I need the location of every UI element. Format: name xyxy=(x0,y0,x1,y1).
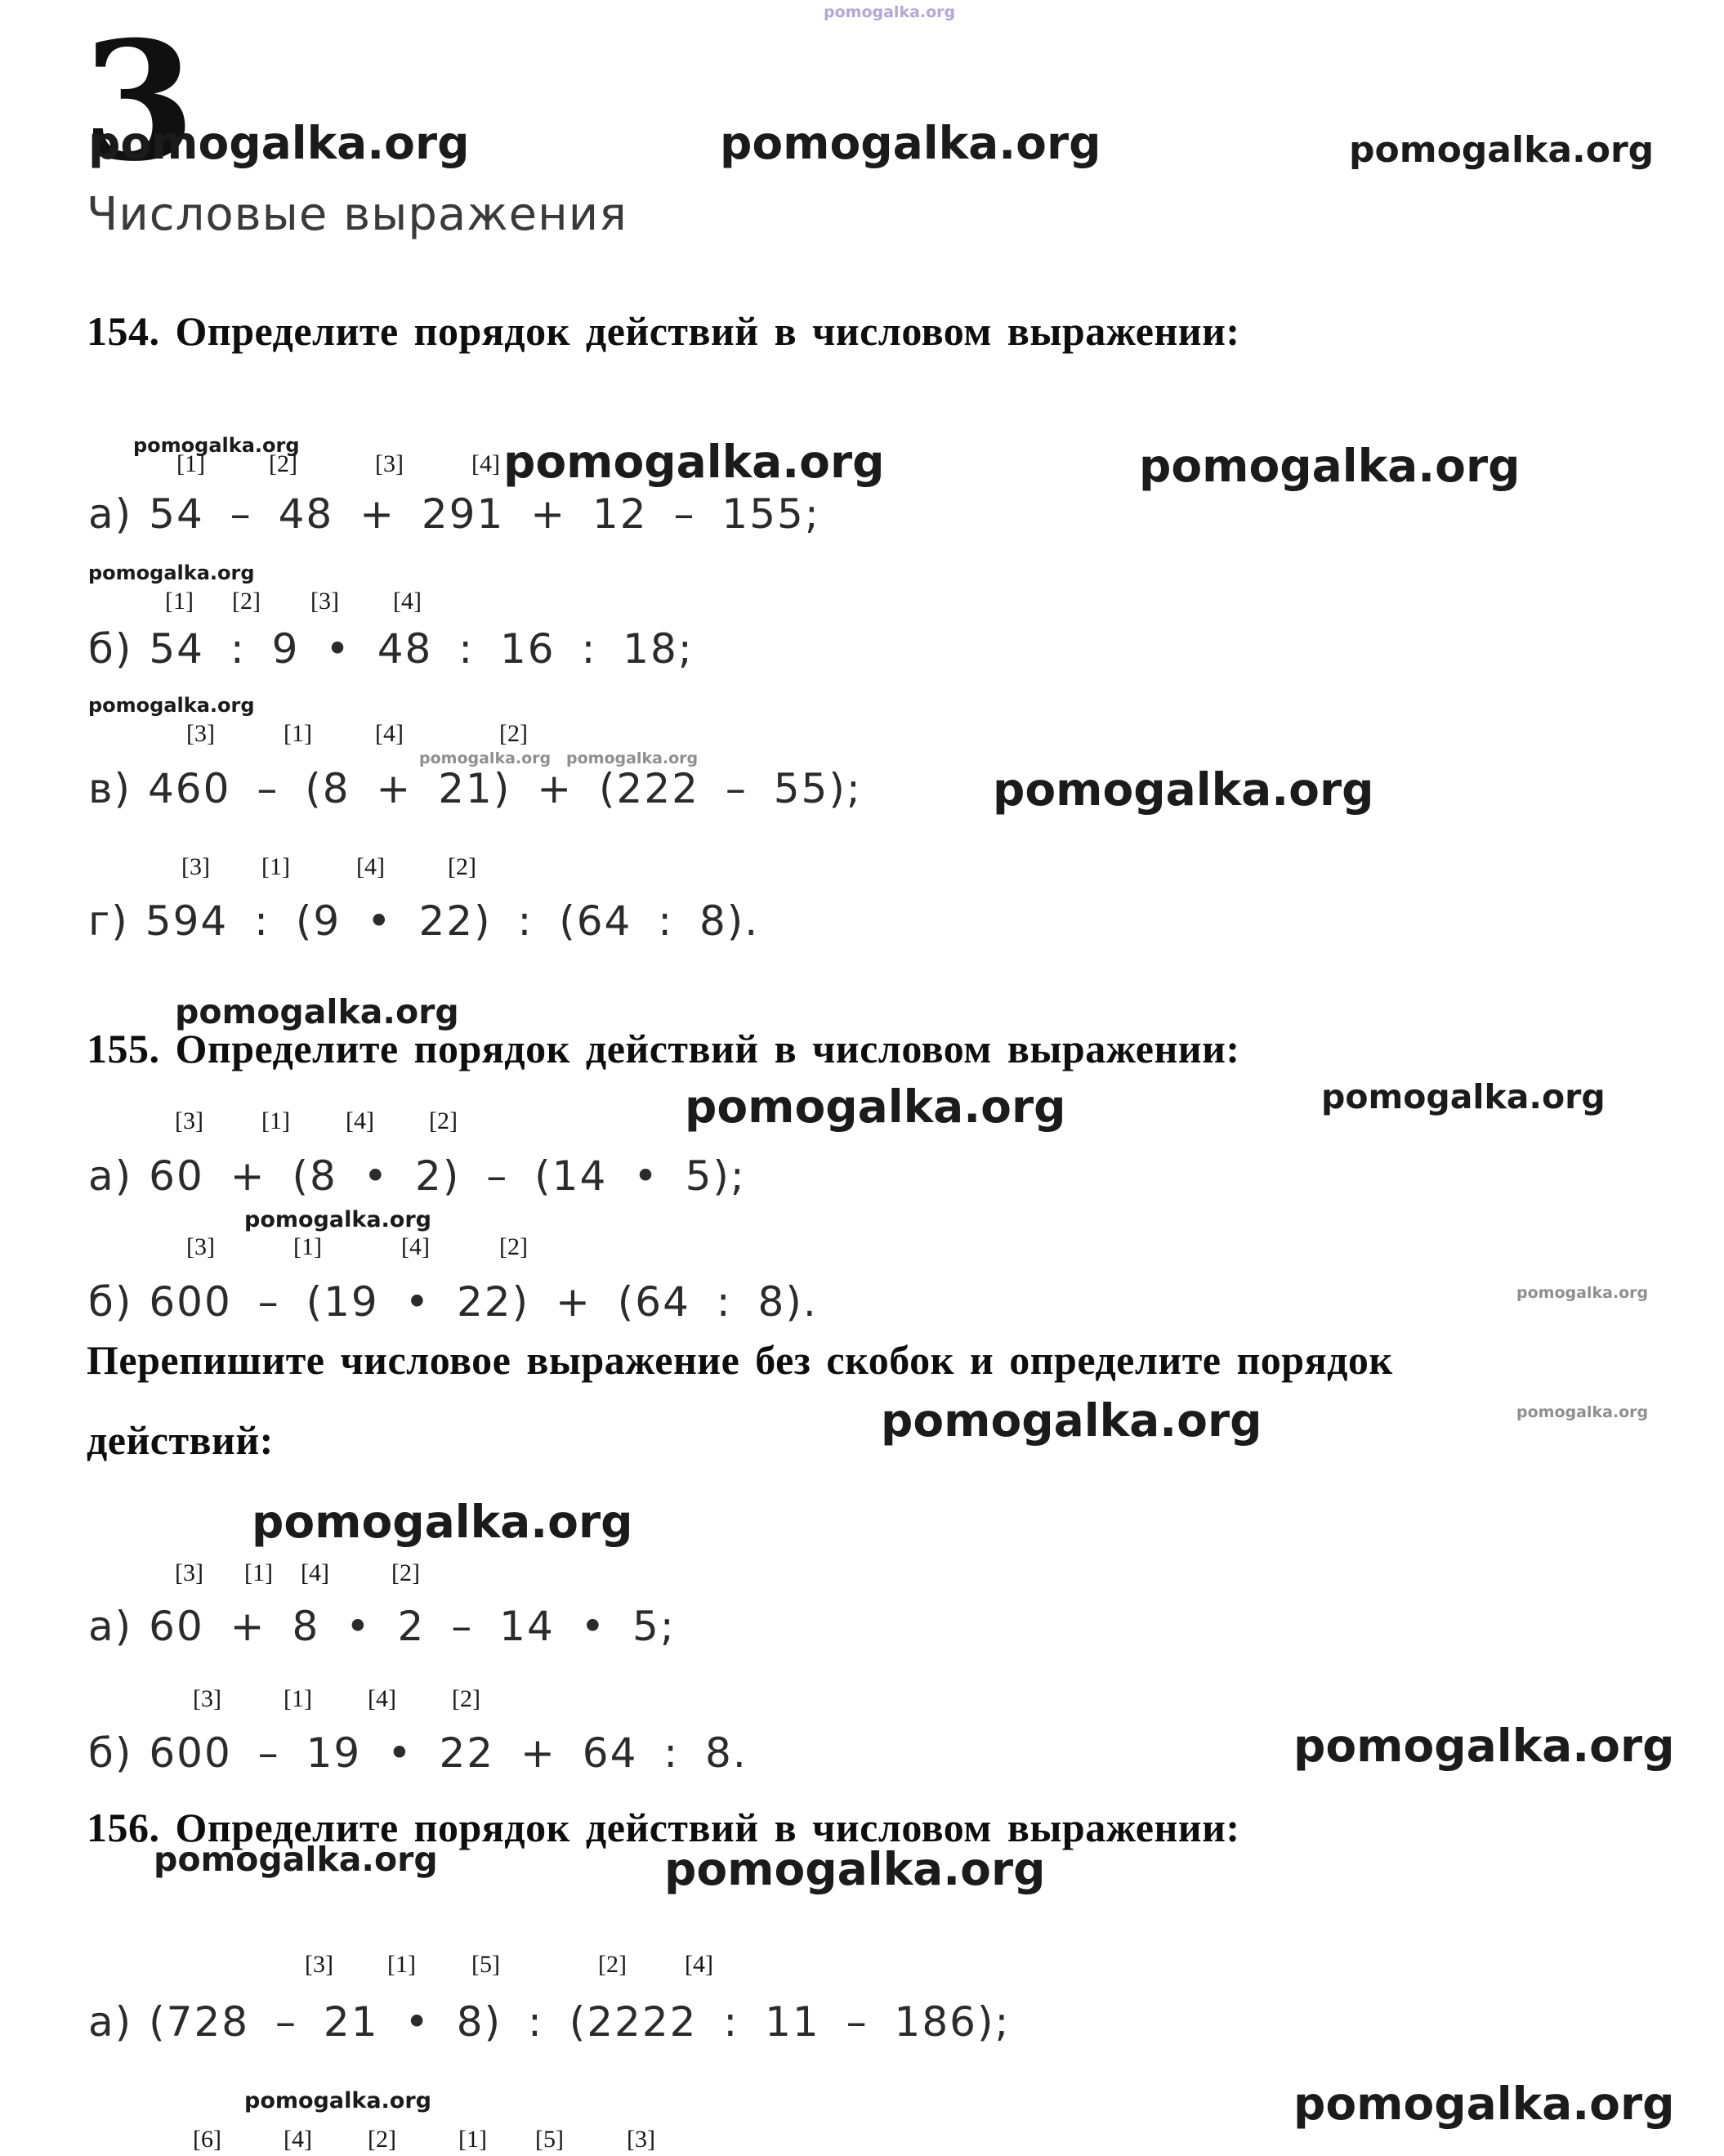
watermark: pomogalka.org xyxy=(881,1394,1262,1447)
watermark: pomogalka.org xyxy=(88,694,255,717)
item-label: а) xyxy=(88,1152,133,1200)
order-label: [2] xyxy=(429,1107,458,1134)
order-label: [1] xyxy=(284,1685,312,1712)
watermark: pomogalka.org xyxy=(720,117,1101,169)
expression-rewrite-a xyxy=(88,1604,676,1649)
rewrite-instruction-line1: Перепишите числовое выражение без скобок и определите порядок xyxy=(87,1337,1393,1383)
item-label: а) xyxy=(88,1603,133,1650)
order-label: [4] xyxy=(301,1559,329,1586)
order-label: [1] xyxy=(458,2126,487,2153)
item-expression: (728 – 21 • 8) : (2222 : 11 – 186); xyxy=(149,1998,1011,2046)
item-expression: 54 – 48 + 291 + 12 – 155; xyxy=(149,490,820,538)
watermark: pomogalka.org xyxy=(1139,440,1521,492)
order-label: [3] xyxy=(305,1951,333,1978)
watermark: pomogalka.org xyxy=(824,3,956,21)
item-expression: 600 – 19 • 22 + 64 : 8. xyxy=(149,1729,748,1777)
order-label: [1] xyxy=(165,588,194,615)
order-label: [3] xyxy=(627,2126,655,2153)
order-label: [3] xyxy=(310,588,339,615)
watermark: pomogalka.org xyxy=(1349,129,1655,171)
item-label: б) xyxy=(88,625,133,673)
order-label: [4] xyxy=(471,450,500,477)
order-label: [3] xyxy=(175,1107,203,1134)
order-label: [2] xyxy=(499,720,528,747)
watermark: pomogalka.org xyxy=(175,992,459,1031)
expression-154-a xyxy=(88,492,820,537)
watermark: pomogalka.org xyxy=(419,749,552,767)
item-label: б) xyxy=(88,1729,133,1777)
order-label: [5] xyxy=(535,2126,564,2153)
watermark: pomogalka.org xyxy=(1321,1077,1606,1116)
item-label: в) xyxy=(88,765,132,812)
order-label: [3] xyxy=(375,450,404,477)
order-label: [4] xyxy=(284,2126,312,2153)
watermark: pomogalka.org xyxy=(993,763,1374,816)
order-label: [1] xyxy=(387,1951,416,1978)
item-label: а) xyxy=(88,1998,133,2046)
order-label: [3] xyxy=(193,1685,221,1712)
item-expression: 60 + (8 • 2) – (14 • 5); xyxy=(149,1152,746,1200)
item-expression: 594 : (9 • 22) : (64 : 8). xyxy=(145,897,760,945)
problem-154-title: 154. Определите порядок действий в числовом выражении: xyxy=(87,308,1240,354)
item-label: а) xyxy=(88,490,133,538)
order-label: [2] xyxy=(499,1233,528,1260)
watermark: pomogalka.org xyxy=(244,1207,431,1232)
watermark: pomogalka.org xyxy=(566,749,699,767)
watermark: pomogalka.org xyxy=(154,1840,438,1879)
item-expression: 54 : 9 • 48 : 16 : 18; xyxy=(149,625,694,673)
order-label: [4] xyxy=(356,853,385,880)
watermark: pomogalka.org xyxy=(664,1843,1046,1895)
order-label: [1] xyxy=(176,450,205,477)
order-label: [6] xyxy=(193,2126,221,2153)
expression-154-g xyxy=(88,899,759,944)
order-label: [2] xyxy=(598,1951,627,1978)
watermark: pomogalka.org xyxy=(1293,1720,1675,1772)
watermark: pomogalka.org xyxy=(88,561,255,584)
order-label: [3] xyxy=(181,853,210,880)
expression-155-a xyxy=(88,1154,746,1199)
section-heading: Числовые выражения xyxy=(87,188,628,241)
order-label: [2] xyxy=(448,853,476,880)
order-label: [2] xyxy=(452,1685,480,1712)
watermark: pomogalka.org xyxy=(1516,1284,1649,1302)
watermark: pomogalka.org xyxy=(685,1080,1066,1133)
order-label: [4] xyxy=(368,1685,396,1712)
watermark: pomogalka.org xyxy=(1293,2078,1675,2130)
order-label: [2] xyxy=(232,588,261,615)
order-label: [3] xyxy=(175,1559,203,1586)
problem-156-title: 156. Определите порядок действий в числовом выражении: xyxy=(87,1805,1240,1850)
order-label: [5] xyxy=(471,1951,500,1978)
order-label: [4] xyxy=(685,1951,713,1978)
problem-155-title: 155. Определите порядок действий в числовом выражении: xyxy=(87,1026,1240,1071)
watermark: pomogalka.org xyxy=(244,2088,431,2114)
item-expression: 60 + 8 • 2 – 14 • 5; xyxy=(149,1603,676,1650)
order-label: [1] xyxy=(261,1107,290,1134)
expression-155-b xyxy=(88,1280,818,1325)
watermark: pomogalka.org xyxy=(133,434,300,457)
item-expression: 460 – (8 + 21) + (222 – 55); xyxy=(147,765,862,812)
order-label: [1] xyxy=(293,1233,322,1260)
page-number: 3 xyxy=(82,6,196,198)
watermark: pomogalka.org xyxy=(1516,1403,1649,1421)
order-label: [2] xyxy=(368,2126,396,2153)
expression-154-b xyxy=(88,627,694,672)
order-label: [2] xyxy=(269,450,297,477)
item-label: б) xyxy=(88,1278,133,1326)
order-label: [4] xyxy=(346,1107,374,1134)
order-label: [4] xyxy=(375,720,404,747)
watermark: pomogalka.org xyxy=(88,117,470,169)
order-label: [4] xyxy=(393,588,422,615)
expression-154-v xyxy=(88,767,862,812)
order-label: [1] xyxy=(284,720,312,747)
item-expression: 600 – (19 • 22) + (64 : 8). xyxy=(149,1278,818,1326)
expression-rewrite-b xyxy=(88,1731,748,1776)
rewrite-instruction-line2: действий: xyxy=(87,1417,274,1463)
order-label: [4] xyxy=(401,1233,430,1260)
order-label: [3] xyxy=(186,1233,215,1260)
item-label: г) xyxy=(88,897,129,945)
order-label: [1] xyxy=(244,1559,273,1586)
watermark: pomogalka.org xyxy=(252,1496,633,1548)
watermark: pomogalka.org xyxy=(503,436,885,488)
order-label: [2] xyxy=(391,1559,420,1586)
order-label: [1] xyxy=(261,853,290,880)
order-label: [3] xyxy=(186,720,215,747)
expression-156-a xyxy=(88,2000,1010,2045)
